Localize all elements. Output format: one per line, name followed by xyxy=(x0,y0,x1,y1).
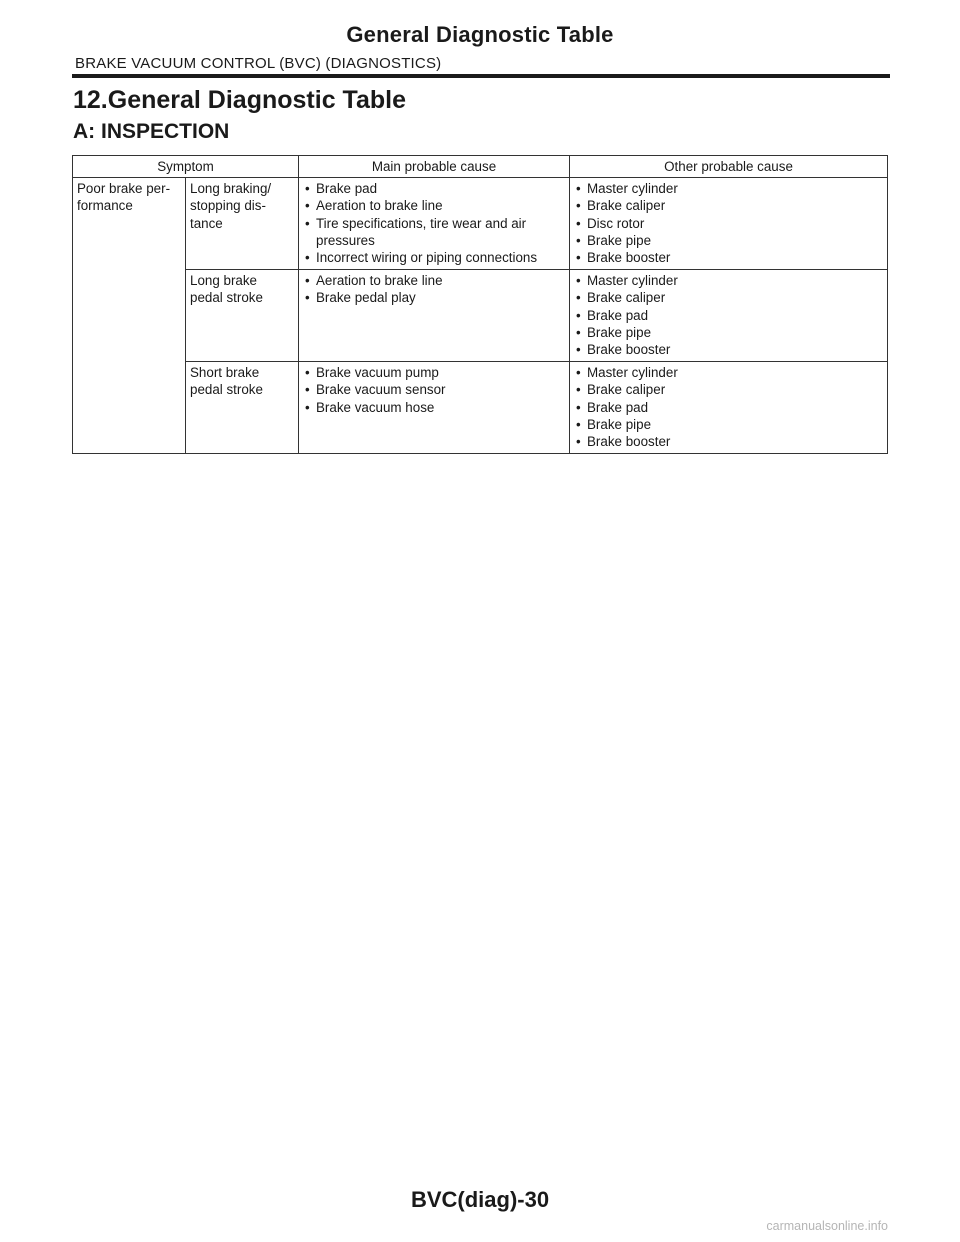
symptom-cell xyxy=(73,178,186,454)
cause-list-item: • Brake pad xyxy=(303,180,565,197)
condition-text: Short brake pedal stroke xyxy=(190,365,263,398)
condition-text: Long brake pedal stroke xyxy=(190,273,263,306)
cause-list-item: • Aeration to brake line xyxy=(303,272,565,289)
cause-list-item: • Brake booster xyxy=(574,249,883,266)
column-header-other-cause: Other probable cause xyxy=(570,156,888,178)
cause-list-item: • Brake vacuum sensor xyxy=(303,381,565,398)
main-cause-list xyxy=(303,364,565,416)
main-cause-cell xyxy=(299,362,570,454)
cause-list-item: • Incorrect wiring or piping connections xyxy=(303,249,565,266)
condition-cell xyxy=(186,270,299,362)
cause-list-item: • Master cylinder xyxy=(574,364,883,381)
section-label: BRAKE VACUUM CONTROL (BVC) (DIAGNOSTICS) xyxy=(75,55,442,72)
other-cause-list xyxy=(574,272,883,358)
other-cause-list xyxy=(574,180,883,266)
main-cause-list xyxy=(303,180,565,266)
column-header-symptom: Symptom xyxy=(73,156,299,178)
table-row xyxy=(73,362,888,454)
other-cause-cell xyxy=(570,270,888,362)
table-row xyxy=(73,178,888,270)
main-cause-cell xyxy=(299,178,570,270)
cause-list-item: • Brake pad xyxy=(574,307,883,324)
other-cause-list xyxy=(574,364,883,450)
symptom-text: Poor brake per- formance xyxy=(77,181,171,214)
cause-list-item: • Aeration to brake line xyxy=(303,197,565,214)
cause-list-item: • Brake vacuum pump xyxy=(303,364,565,381)
page-number: BVC(diag)-30 xyxy=(410,1187,550,1212)
condition-text: Long braking/ stopping dis- tance xyxy=(190,181,272,231)
cause-list-item: • Brake caliper xyxy=(574,289,883,306)
other-cause-cell xyxy=(570,178,888,270)
cause-list-item: • Brake pipe xyxy=(574,416,883,433)
cause-list-item: • Disc rotor xyxy=(574,215,883,232)
cause-list-item: • Brake pad xyxy=(574,399,883,416)
main-cause-cell xyxy=(299,270,570,362)
cause-list-item: • Brake pipe xyxy=(574,324,883,341)
subsection-heading: A: INSPECTION xyxy=(73,120,230,143)
cause-list-item: • Brake pipe xyxy=(574,232,883,249)
cause-list-item: • Master cylinder xyxy=(574,180,883,197)
cause-list-item: • Master cylinder xyxy=(574,272,883,289)
cause-list-item: • Brake booster xyxy=(574,341,883,358)
cause-list-item: • Brake booster xyxy=(574,433,883,450)
main-cause-list xyxy=(303,272,565,306)
condition-cell xyxy=(186,362,299,454)
column-header-main-cause: Main probable cause xyxy=(299,156,570,178)
header-divider xyxy=(72,74,890,78)
cause-list-item: • Tire specifications, tire wear and air pressures xyxy=(303,215,565,249)
cause-list-item: • Brake vacuum hose xyxy=(303,399,565,416)
section-heading: 12.General Diagnostic Table xyxy=(73,86,406,114)
cause-list-item: • Brake pedal play xyxy=(303,289,565,306)
table-row xyxy=(73,270,888,362)
condition-cell xyxy=(186,178,299,270)
cause-list-item: • Brake caliper xyxy=(574,197,883,214)
page-header-title: General Diagnostic Table xyxy=(346,22,614,47)
cause-list-item: • Brake caliper xyxy=(574,381,883,398)
watermark: carmanualsonline.info xyxy=(766,1219,888,1233)
other-cause-cell xyxy=(570,362,888,454)
table-header-row xyxy=(73,156,888,178)
diagnostic-table xyxy=(72,155,888,454)
